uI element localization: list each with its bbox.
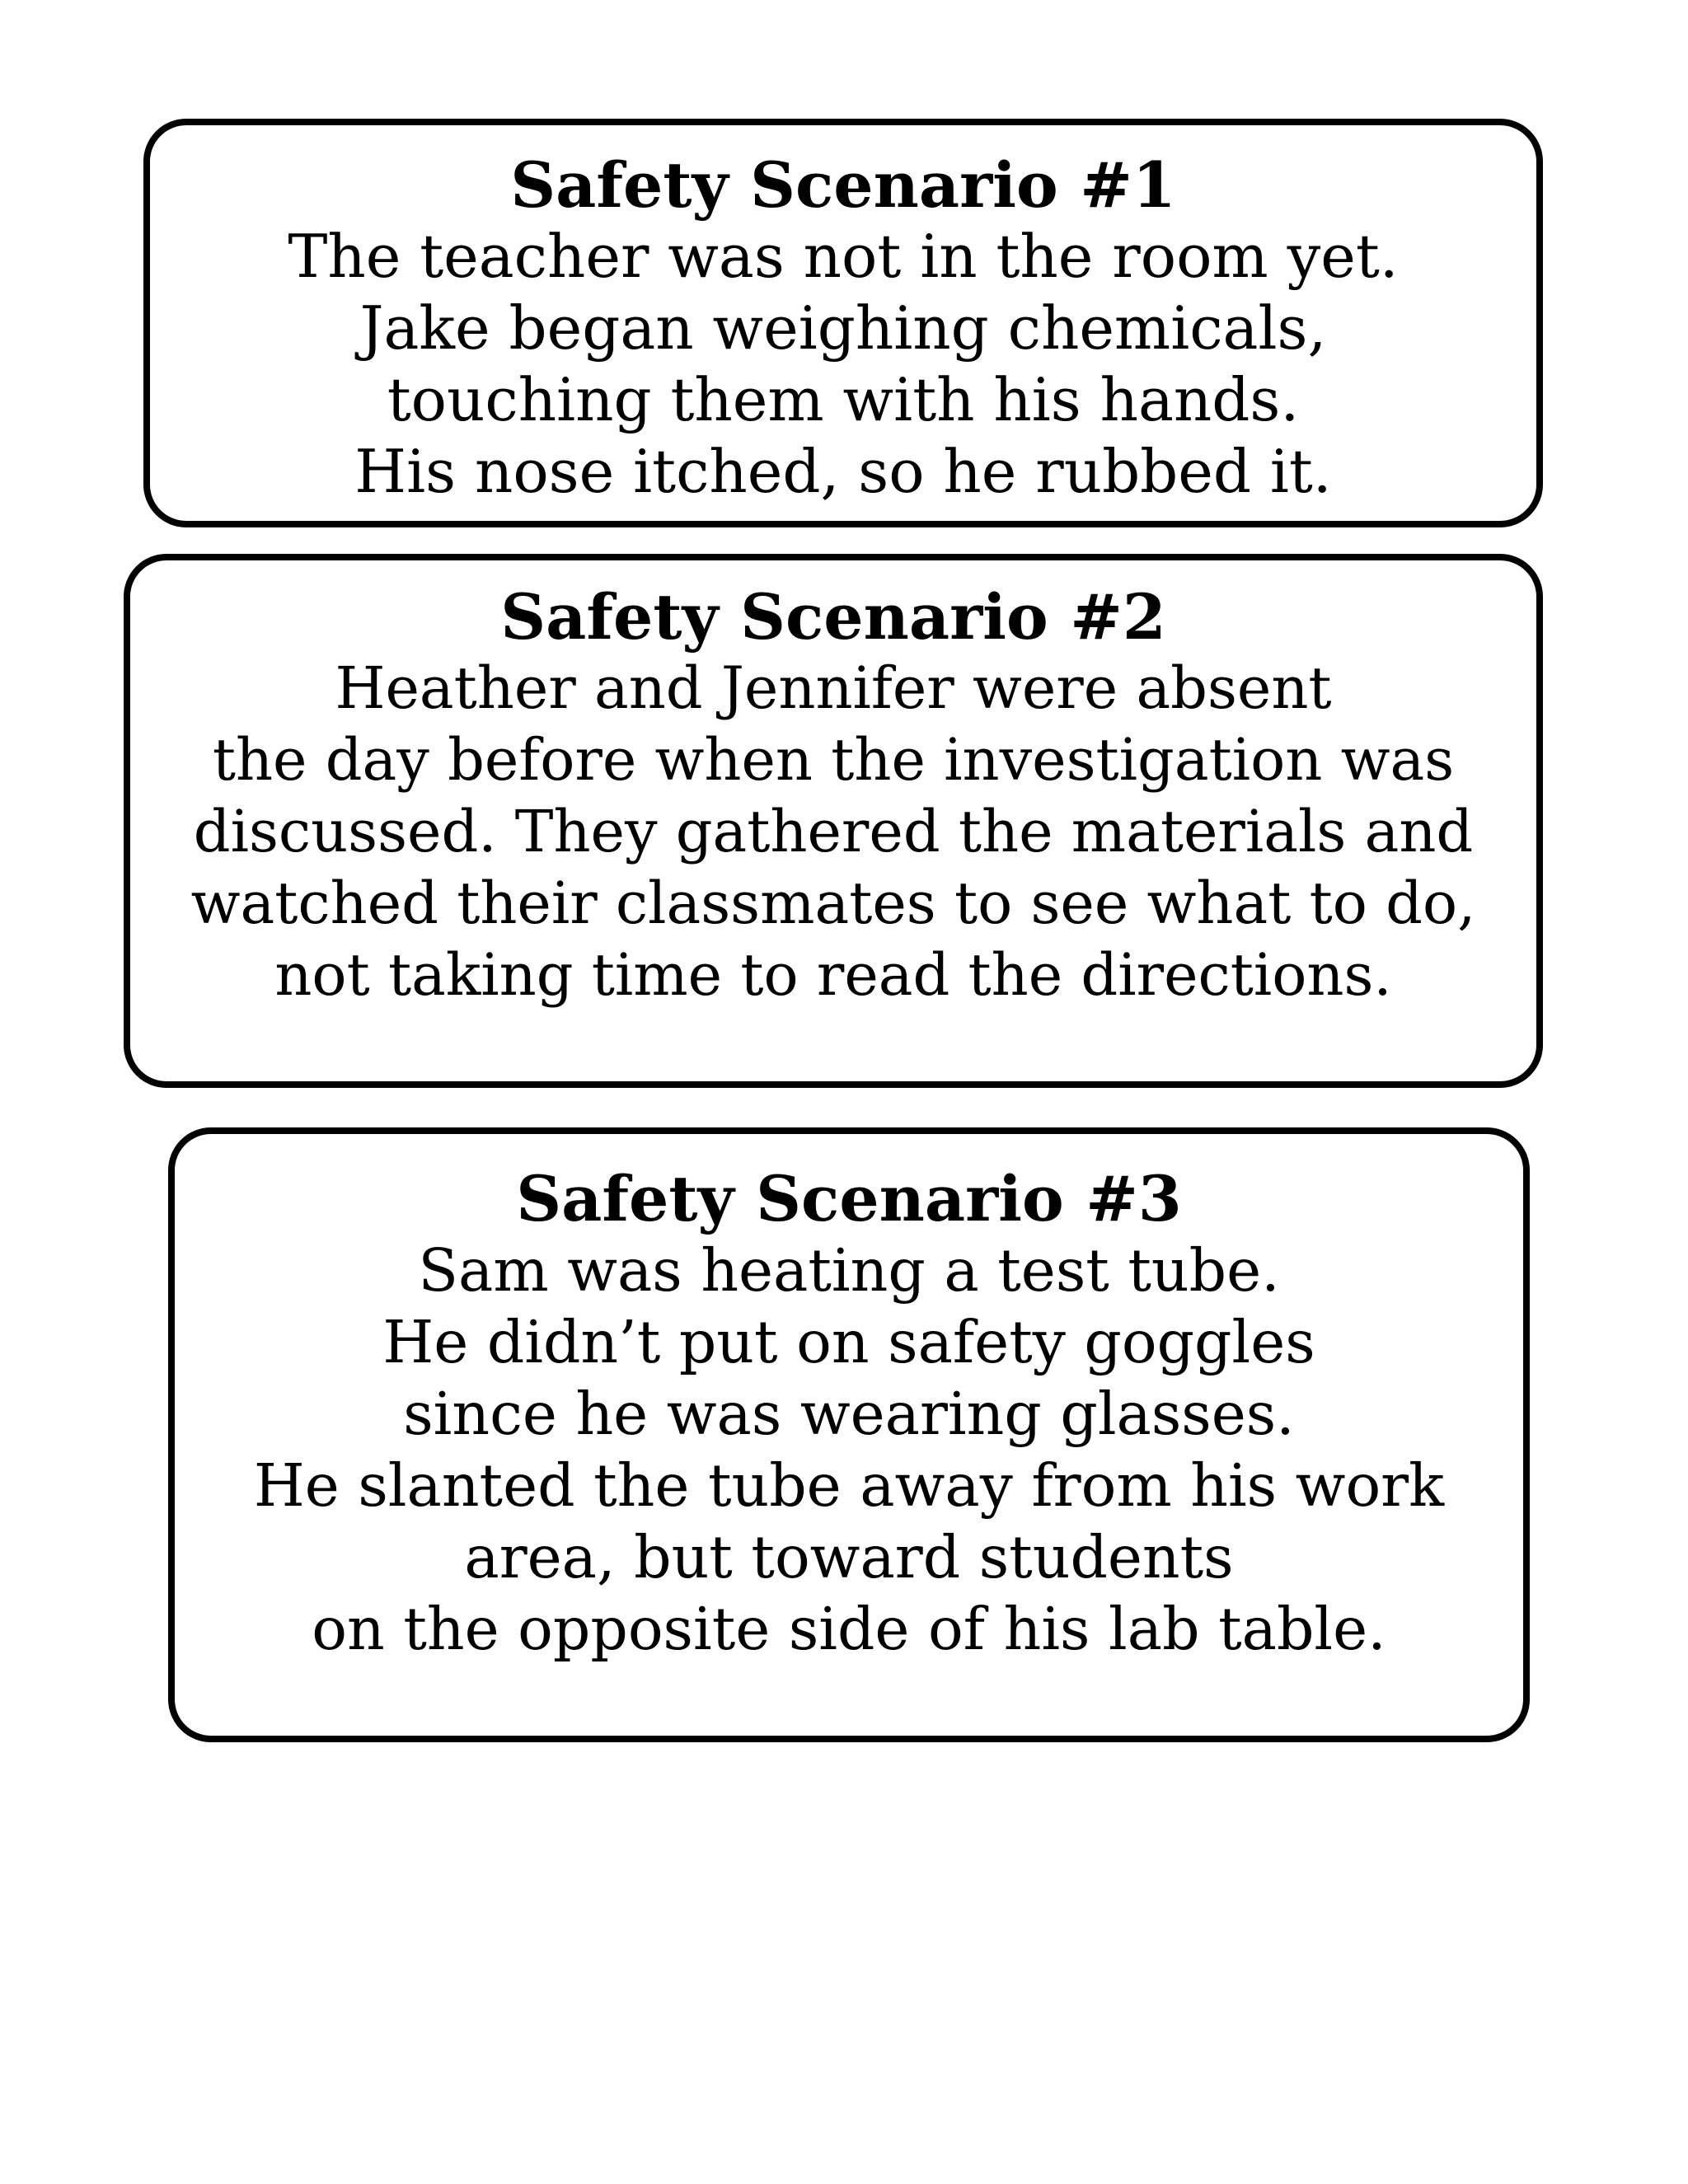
scenario-line: on the opposite side of his lab table.: [312, 1595, 1386, 1663]
scenario-line: Jake began weighing chemicals,: [359, 293, 1327, 363]
scenario-line: His nose itched, so he rubbed it.: [354, 437, 1332, 506]
scenario-line: Heather and Jennifer were absent: [335, 654, 1332, 722]
scenario-line: He didn’t put on safety goggles: [382, 1308, 1315, 1376]
scenario-line: the day before when the investigation was: [212, 726, 1455, 794]
scenario-line: watched their classmates to see what to do,: [190, 869, 1476, 937]
scenario-line: since he was wearing glasses.: [403, 1380, 1295, 1448]
scenario-line: discussed. They gathered the materials and: [193, 798, 1474, 865]
scenario-title: Safety Scenario #2: [500, 580, 1166, 654]
scenario-line: He slanted the tube away from his work: [253, 1451, 1445, 1520]
scenario-title: Safety Scenario #1: [510, 148, 1176, 222]
scenario-line: touching them with his hands.: [387, 365, 1300, 434]
scenario-line: not taking time to read the directions.: [274, 941, 1392, 1009]
scenario-card-1: [143, 119, 1543, 527]
scenario-card-3: [168, 1127, 1530, 1742]
scenario-line: The teacher was not in the room yet.: [288, 222, 1399, 291]
scenario-line: Sam was heating a test tube.: [418, 1236, 1280, 1305]
scenario-card-2: [124, 554, 1543, 1088]
scenario-line: area, but toward students: [464, 1523, 1234, 1591]
scenario-title: Safety Scenario #3: [516, 1162, 1182, 1235]
